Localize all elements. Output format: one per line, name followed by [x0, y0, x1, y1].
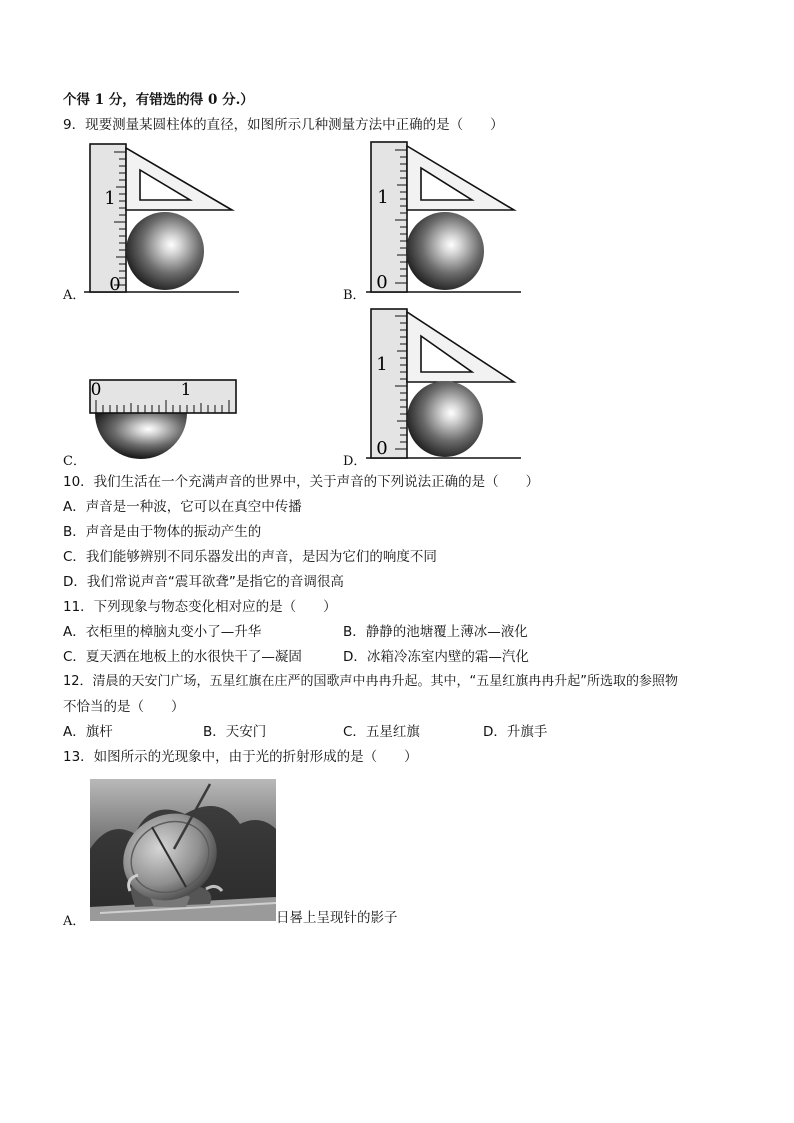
- scale-label-bottom: 0: [109, 274, 121, 295]
- scale-label-top: 1: [377, 187, 389, 208]
- q12-option-d[interactable]: D．升旗手: [483, 724, 548, 740]
- q9-figure-a[interactable]: [84, 140, 244, 296]
- q9-figure-d[interactable]: [366, 306, 526, 462]
- q11-option-b[interactable]: B．静静的池塘覆上薄冰—液化: [343, 624, 528, 640]
- q12-option-a[interactable]: A．旗杆: [63, 724, 113, 740]
- question-10-stem: 10．我们生活在一个充满声音的世界中，关于声音的下列说法正确的是（ ）: [63, 474, 540, 490]
- q10-option-c[interactable]: C．我们能够辨别不同乐器发出的声音，是因为它们的响度不同: [63, 549, 437, 565]
- q11-option-d[interactable]: D．冰箱冷冻室内壁的霜—汽化: [343, 649, 529, 665]
- scale-label-bottom: 0: [376, 272, 388, 293]
- question-11-stem: 11．下列现象与物态变化相对应的是（ ）: [63, 599, 337, 615]
- question-9-stem: 9．现要测量某圆柱体的直径，如图所示几种测量方法中正确的是（ ）: [63, 117, 504, 133]
- q10-option-a[interactable]: A．声音是一种波，它可以在真空中传播: [63, 499, 302, 515]
- q13-option-a-label[interactable]: A．: [63, 914, 86, 929]
- q13-option-a-text[interactable]: 日晷上呈现针的影子: [276, 910, 398, 926]
- scale-label-top: 1: [104, 188, 116, 209]
- q9-option-d-label[interactable]: D．: [343, 454, 367, 469]
- scale-label-bottom: 0: [376, 438, 388, 459]
- q10-option-d[interactable]: D．我们常说声音“震耳欲聋”是指它的音调很高: [63, 574, 344, 590]
- scale-label-top: 1: [376, 354, 388, 375]
- q12-option-c[interactable]: C．五星红旗: [343, 724, 420, 740]
- question-12-stem-continued: 不恰当的是（ ）: [63, 699, 185, 715]
- question-13-stem: 13．如图所示的光现象中，由于光的折射形成的是（ ）: [63, 749, 418, 765]
- q9-option-a-label[interactable]: A．: [63, 288, 86, 303]
- q9-figure-b[interactable]: [366, 140, 526, 296]
- scale-label-right: 1: [180, 380, 192, 400]
- q9-option-b-label[interactable]: B．: [343, 288, 366, 303]
- q11-option-c[interactable]: C．夏天洒在地板上的水很快干了—凝固: [63, 649, 302, 665]
- q10-option-b[interactable]: B．声音是由于物体的振动产生的: [63, 524, 262, 540]
- q9-option-c-label[interactable]: C．: [63, 454, 86, 469]
- q11-option-a[interactable]: A．衣柜里的樟脑丸变小了—升华: [63, 624, 262, 640]
- question-12-stem: 12．清晨的天安门广场，五星红旗在庄严的国歌声中冉冉升起。其中，“五星红旗冉冉升起”所选取的参照物: [63, 674, 679, 689]
- sundial-photo[interactable]: [90, 779, 276, 921]
- scale-label-left: 0: [90, 380, 102, 400]
- q9-figure-c[interactable]: [86, 376, 242, 462]
- q12-option-b[interactable]: B．天安门: [203, 724, 267, 740]
- section-note: 个得 1 分，有错选的得 0 分.）: [63, 92, 254, 108]
